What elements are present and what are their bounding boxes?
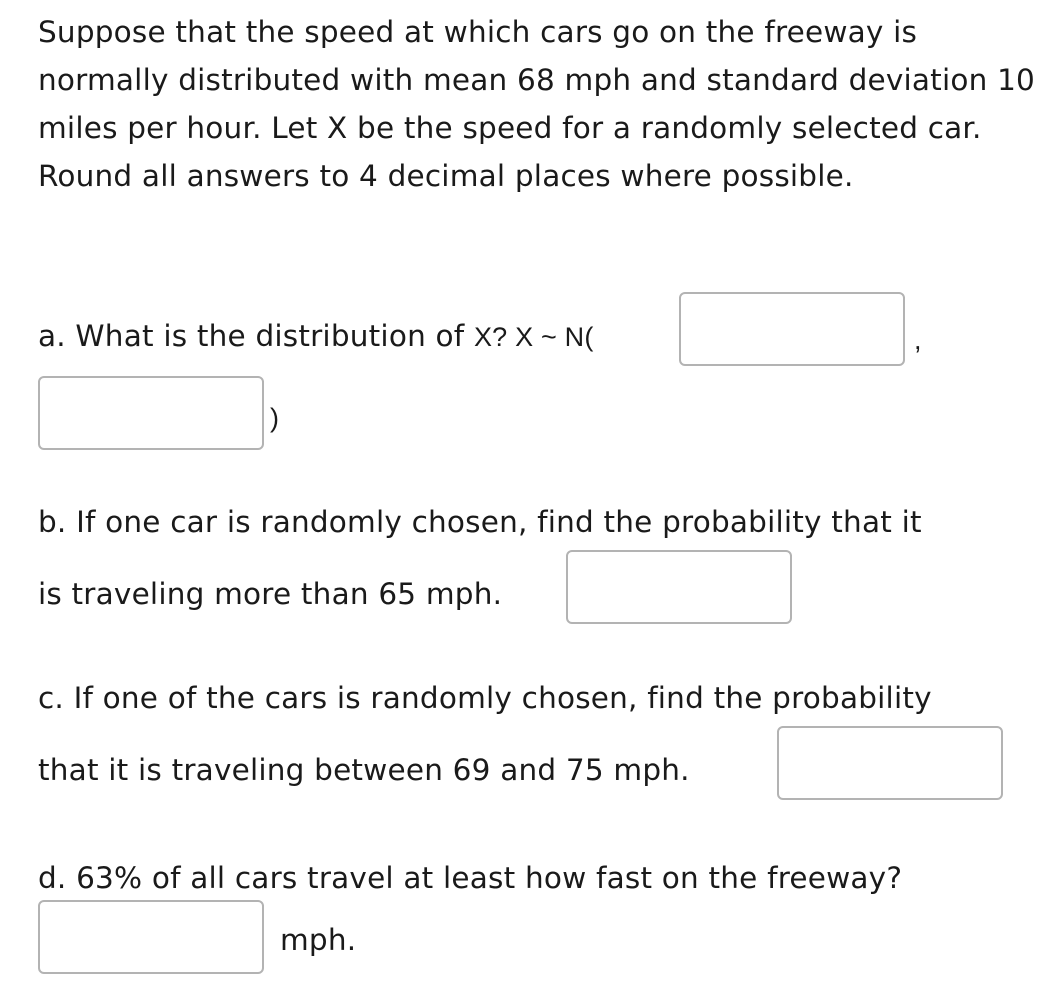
part-a-math: X? X ~ N( [473,322,594,352]
comma-separator: , [914,325,922,355]
part-b-line-2: is traveling more than 65 mph. [38,577,503,611]
part-b-line-1: b. If one car is randomly chosen, find the probability that it [38,505,922,539]
probability-c-input[interactable] [777,726,1003,800]
part-a-prompt [38,316,594,357]
part-c-line-1: c. If one of the cars is randomly chosen, find the probability [38,681,932,715]
part-a-text: a. What is the distribution of [38,319,474,353]
mean-input[interactable] [679,292,905,366]
part-c-line-2: that it is traveling between 69 and 75 mph. [38,753,690,787]
closing-paren: ) [270,403,279,433]
part-d-line-1: d. 63% of all cars travel at least how fast on the freeway? [38,861,903,895]
std-dev-input[interactable] [38,376,264,450]
probability-b-input[interactable] [566,550,792,624]
mph-unit-label: mph. [280,923,357,957]
problem-statement: Suppose that the speed at which cars go on the freeway is normally distributed with mean 68 mph and standard deviation 10 miles per hour. Let X be the speed for a randomly selected car. Round all answers to 4 decimal places where possible. [38,15,1036,193]
speed-d-input[interactable] [38,900,264,974]
